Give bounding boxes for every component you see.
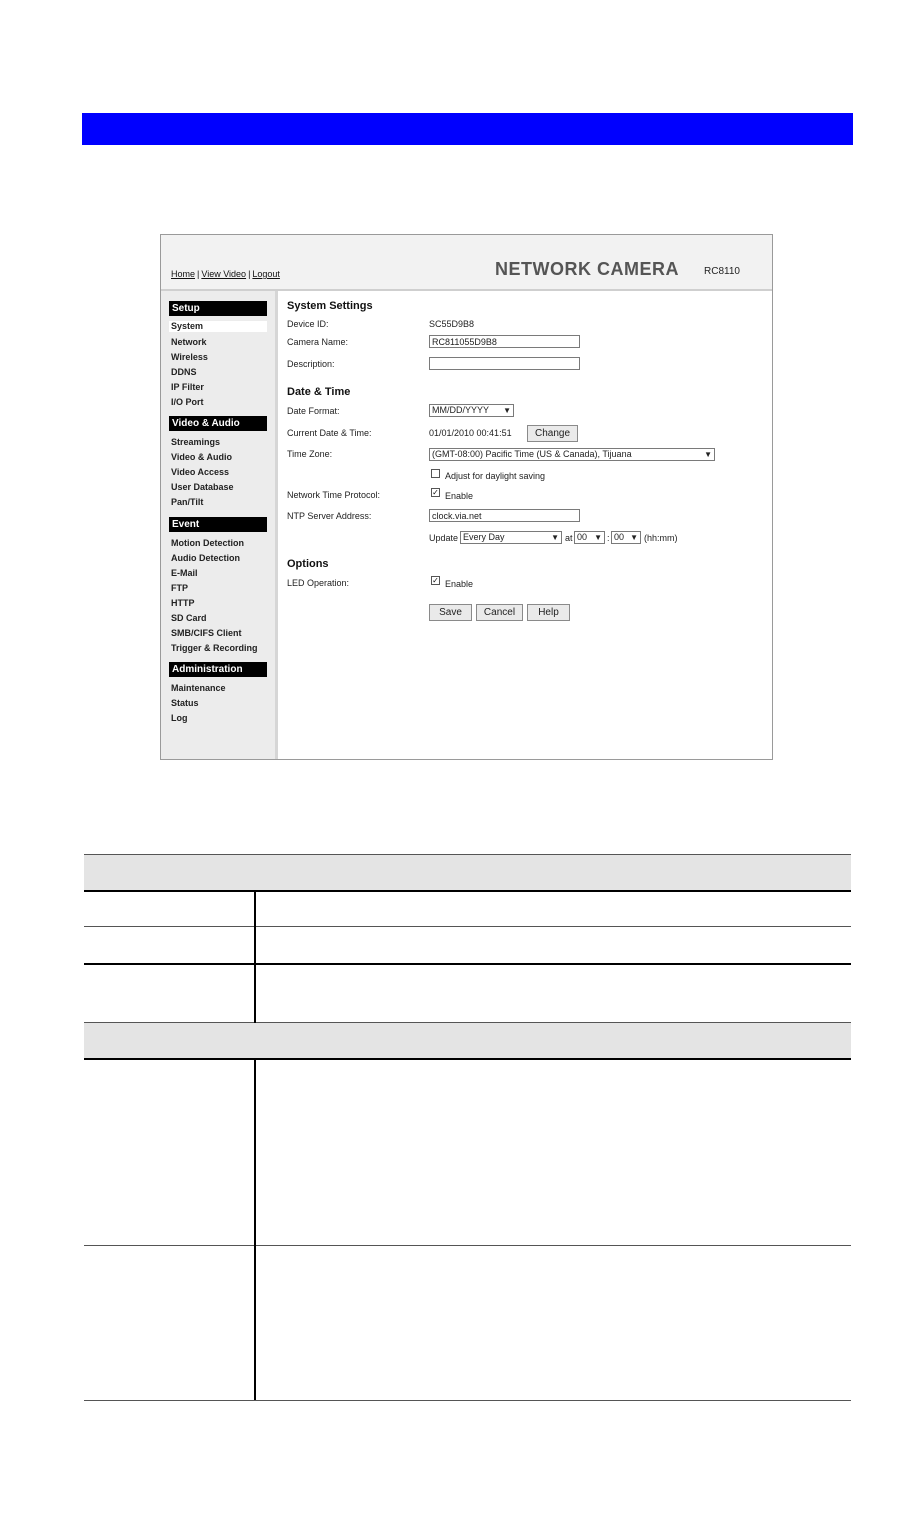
link-separator: | [248,269,251,279]
camera-name-label: Camera Name: [287,337,349,347]
sidebar-item-ip-filter[interactable]: IP Filter [171,382,204,392]
date-time-heading: Date & Time [287,386,351,398]
description-label: Description: [287,359,335,369]
cancel-button[interactable]: Cancel [476,604,523,621]
time-colon: : [607,533,610,543]
help-button[interactable]: Help [527,604,570,621]
home-link[interactable]: Home [171,269,196,279]
chevron-down-icon: ▼ [630,533,638,542]
ntp-server-label: NTP Server Address: [287,511,372,521]
sidebar [161,291,278,759]
sidebar-item-sd-card[interactable]: SD Card [171,613,207,623]
ntp-enable-checkbox[interactable] [431,488,440,497]
sidebar-item-email[interactable]: E-Mail [171,568,198,578]
sidebar-item-system[interactable]: System [169,321,267,332]
logout-link[interactable]: Logout [252,269,280,279]
time-zone-select[interactable] [429,448,715,461]
time-zone-label: Time Zone: [287,449,333,459]
sidebar-item-maintenance[interactable]: Maintenance [171,683,226,693]
date-format-value: MM/DD/YYYY [432,405,490,415]
table-column-divider [254,1060,256,1400]
sidebar-section-event: Event [169,517,267,532]
minute-select[interactable] [611,531,641,544]
top-links [171,269,280,279]
table-divider [84,890,851,892]
led-enable-label: Enable [445,579,474,589]
title-bar [82,113,853,145]
chevron-down-icon: ▼ [551,533,559,542]
hhmm-label: (hh:mm) [644,533,678,543]
at-label: at [565,533,573,543]
sidebar-item-video-access[interactable]: Video Access [171,467,230,477]
dst-checkbox[interactable] [431,469,440,478]
time-zone-value: (GMT-08:00) Pacific Time (US & Canada), Tijuana [432,449,632,459]
change-button[interactable]: Change [527,425,578,442]
sidebar-item-video-audio[interactable]: Video & Audio [171,452,233,462]
camera-settings-screenshot [160,234,773,760]
sidebar-item-ddns[interactable]: DDNS [171,367,197,377]
date-format-label: Date Format: [287,406,340,416]
date-format-select[interactable] [429,404,514,417]
view-video-link[interactable]: View Video [201,269,247,279]
current-date-time-label: Current Date & Time: [287,428,372,438]
system-settings-heading: System Settings [287,300,373,312]
table-bottom-border [84,1400,851,1401]
sidebar-item-user-database[interactable]: User Database [171,482,234,492]
table-divider [84,963,851,965]
save-button[interactable]: Save [429,604,472,621]
sidebar-section-administration: Administration [169,662,267,677]
sidebar-item-http[interactable]: HTTP [171,598,195,608]
sidebar-item-streamings[interactable]: Streamings [171,437,221,447]
ntp-enable-label: Enable [445,491,474,501]
sidebar-section-setup: Setup [169,301,267,316]
table-section-header [84,1023,851,1058]
sidebar-item-ftp[interactable]: FTP [171,583,188,593]
brand-title: NETWORK CAMERA [495,259,679,279]
minute-value: 00 [614,532,625,542]
table-divider [84,926,851,927]
camera-name-input[interactable]: RC811055D9B8 [429,335,580,348]
hour-select[interactable] [574,531,605,544]
settings-content [278,291,772,759]
chevron-down-icon: ▼ [503,406,511,415]
sidebar-item-network[interactable]: Network [171,337,207,347]
chevron-down-icon: ▼ [594,533,602,542]
sidebar-item-status[interactable]: Status [171,698,199,708]
update-label: Update [429,533,459,543]
description-input[interactable] [429,357,580,370]
sidebar-item-smb-cifs-client[interactable]: SMB/CIFS Client [171,628,242,638]
sidebar-section-video-audio: Video & Audio [169,416,267,431]
sidebar-item-audio-detection[interactable]: Audio Detection [171,553,240,563]
update-frequency-select[interactable] [460,531,562,544]
page-header [161,235,772,291]
device-id-label: Device ID: [287,319,329,329]
ntp-server-input[interactable]: clock.via.net [429,509,580,522]
device-id-value: SC55D9B8 [429,319,475,329]
chevron-down-icon: ▼ [704,450,712,459]
update-frequency-value: Every Day [463,532,505,542]
table-section-header [84,855,851,890]
sidebar-item-trigger-recording[interactable]: Trigger & Recording [171,643,258,653]
table-divider [84,1245,851,1246]
checkmark-icon: ✓ [432,576,439,585]
link-separator: | [197,269,200,279]
led-enable-checkbox[interactable] [431,576,440,585]
dst-label: Adjust for daylight saving [445,471,546,481]
current-date-time-value: 01/01/2010 00:41:51 [429,428,512,438]
sidebar-item-io-port[interactable]: I/O Port [171,397,204,407]
table-divider [84,1058,851,1060]
sidebar-item-motion-detection[interactable]: Motion Detection [171,538,244,548]
sidebar-item-pan-tilt[interactable]: Pan/Tilt [171,497,204,507]
sidebar-item-log[interactable]: Log [171,713,188,723]
hour-value: 00 [577,532,588,542]
checkmark-icon: ✓ [432,488,439,497]
led-operation-label: LED Operation: [287,578,350,588]
options-heading: Options [287,558,329,570]
model-number: RC8110 [704,266,740,277]
table-column-divider [254,892,256,1023]
sidebar-item-wireless[interactable]: Wireless [171,352,208,362]
ntp-label: Network Time Protocol: [287,490,381,500]
